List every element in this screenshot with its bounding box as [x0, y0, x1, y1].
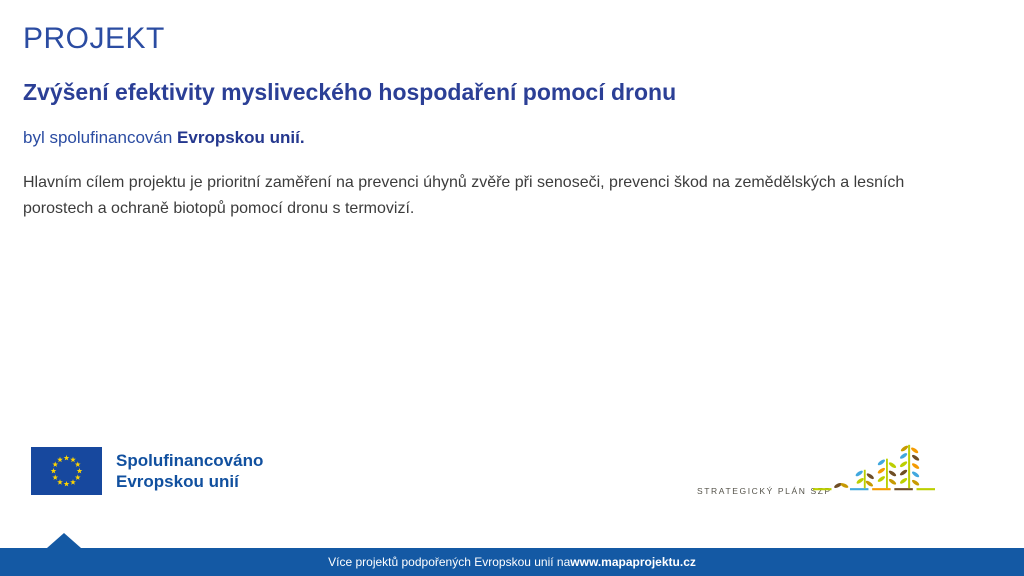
footer-url[interactable]: www.mapaprojektu.cz	[570, 555, 696, 569]
project-title: Zvýšení efektivity mysliveckého hospodaření pomocí dronu	[23, 79, 677, 105]
growing-plants-icon	[813, 441, 935, 493]
eu-flag-icon	[31, 447, 102, 495]
cofinance-prefix: byl spolufinancován	[23, 128, 178, 147]
footer-bar	[0, 548, 1024, 576]
eu-cofunded-logo	[31, 447, 263, 495]
eu-cofunded-line2: Evropskou unií	[116, 472, 239, 491]
eu-cofunded-label	[116, 450, 263, 492]
eu-cofunded-line1: Spolufinancováno	[116, 451, 264, 470]
strategic-plan-label: STRATEGICKÝ PLÁN SZP	[697, 486, 832, 496]
footer-text: Více projektů podpořených Evropskou unií na	[328, 555, 571, 569]
project-description: Hlavním cílem projektu je prioritní zaměření na prevenci úhynů zvěře při senoseči, prevenci škod na zemědělských a lesních porostech a ochraně biotopů pomocí dronu s termovizí.	[23, 174, 905, 217]
cofinance-eu: Evropskou unií.	[177, 128, 305, 147]
footer-arrow-icon	[47, 533, 81, 548]
page-title: PROJEKT	[23, 22, 165, 55]
cofinance-line	[23, 128, 305, 148]
strategic-plan-logo	[697, 441, 937, 497]
